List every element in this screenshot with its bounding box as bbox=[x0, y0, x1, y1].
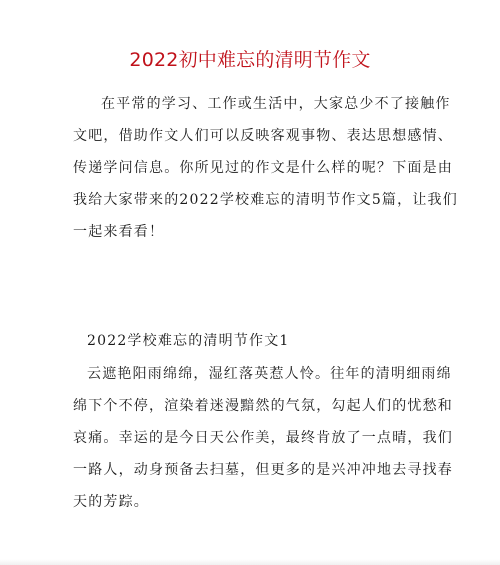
section-line-2: 绵下个不停，渲染着迷漫黯然的气氛，勾起人们的忧愁和 bbox=[73, 398, 453, 414]
section-line-4: 一路人，动身预备去扫墓，但更多的是兴冲冲地去寻找春 bbox=[73, 462, 453, 478]
section-line-1: 云遮艳阳雨绵绵，湿红落英惹人怜。往年的清明细雨绵 bbox=[87, 366, 452, 382]
document-title: 2022初中难忘的清明节作文 bbox=[129, 49, 371, 71]
section-line-5: 天的芳踪。 bbox=[73, 494, 149, 510]
intro-line-2: 文吧，借助作文人们可以反映客观事物、表达思想感情、 bbox=[73, 128, 453, 144]
intro-line-3: 传递学问信息。你所见过的作文是什么样的呢？下面是由 bbox=[73, 160, 453, 176]
intro-paragraph bbox=[73, 88, 458, 248]
page-bottom-edge bbox=[0, 559, 500, 565]
intro-line-5: 一起来看看！ bbox=[73, 224, 165, 240]
section-paragraph bbox=[73, 358, 453, 518]
section-heading-block bbox=[73, 325, 433, 357]
intro-line-4: 我给大家带来的2022学校难忘的清明节作文5篇，让我们 bbox=[73, 192, 458, 208]
section-heading: 2022学校难忘的清明节作文1 bbox=[87, 333, 290, 349]
section-line-3: 哀痛。幸运的是今日天公作美，最终肯放了一点晴，我们 bbox=[73, 430, 453, 446]
intro-line-1: 在平常的学习、工作或生活中，大家总少不了接触作 bbox=[101, 96, 451, 112]
